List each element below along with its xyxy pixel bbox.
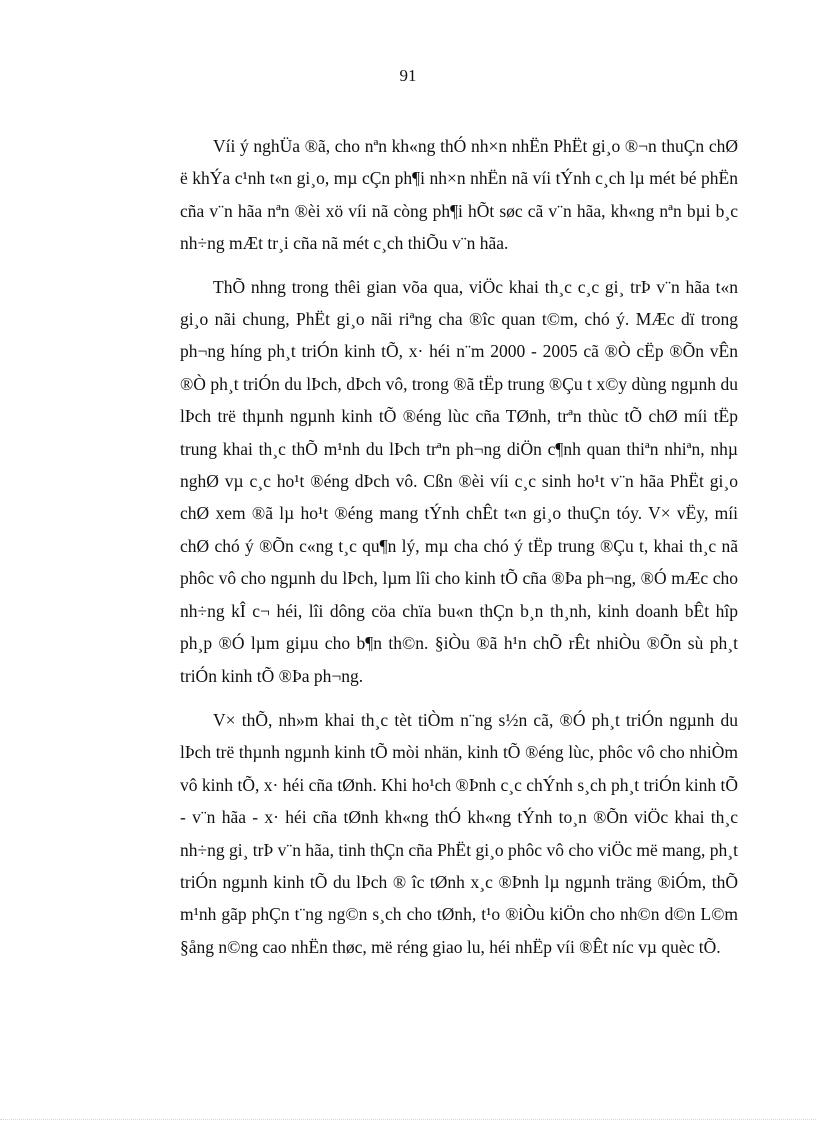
page-number: 91 xyxy=(399,66,417,85)
body-text xyxy=(180,130,738,963)
paragraph-1: Víi ý nghÜa ®ã, cho nªn kh«ng thÓ nh×n nhËn PhËt gi¸o ®¬n thuÇn chØ ë khÝa c¹nh t«n gi¸o, mµ cÇn ph¶i nh×n nhËn nã víi tÝnh c¸ch lµ mét bé phËn cña v¨n hãa nªn ®èi xö víi nã còng ph¶i hÕt søc cã v¨n hãa, kh«ng nªn bµi b¸c nh÷ng mÆt tr¸i cña nã mét c¸ch thiÕu v¨n hãa. xyxy=(180,136,738,254)
paragraph-2: ThÕ nhng trong thêi gian võa qua, viÖc khai th¸c c¸c gi¸ trÞ v¨n hãa t«n gi¸o nãi chung, PhËt gi¸o nãi riªng cha ®îc quan t©m, chó ý. MÆc dï trong ph¬ng híng ph¸t triÓn kinh tÕ, x· héi n¨m 2000 - 2005 cã ®Ò cËp ®Õn vÊn ®Ò ph¸t triÓn du lÞch, dÞch vô, trong ®ã tËp trung ®Çu t x©y dùng ngµnh du lÞch trë thµnh ngµnh kinh tÕ ®éng lùc cña TØnh, trªn thùc tÕ chØ míi tËp trung khai th¸c thÕ m¹nh du lÞch trªn ph¬ng diÖn c¶nh quan thiªn nhiªn, nhµ nghØ vµ c¸c ho¹t ®éng dÞch vô. Cßn ®èi víi c¸c sinh ho¹t v¨n hãa PhËt gi¸o chØ xem ®ã lµ ho¹t ®éng mang tÝnh chÊt t«n gi¸o thuÇn tóy. V× vËy, míi chØ chó ý ®Õn c«ng t¸c qu¶n lý, mµ cha chó ý tËp trung ®Çu t, khai th¸c nã phôc vô cho ngµnh du lÞch, lµm lîi cho kinh tÕ cña ®Þa ph¬ng, ®Ó mÆc cho nh÷ng kÎ c¬ héi, lîi dông cöa chïa bu«n thÇn b¸n th¸nh, kinh doanh bÊt hîp ph¸p ®Ó lµm giµu cho b¶n th©n. §iÒu ®ã h¹n chÕ rÊt nhiÒu ®Õn sù ph¸t triÓn kinh tÕ ®Þa ph¬ng. xyxy=(180,276,738,686)
paragraph-3: V× thÕ, nh»m khai th¸c tèt tiÒm n¨ng s½n cã, ®Ó ph¸t triÓn ngµnh du lÞch trë thµnh ngµnh kinh tÕ mòi nhän, kinh tÕ ®éng lùc, phôc vô cho nhiÒm vô kinh tÕ, x· héi cña tØnh. Khi ho¹ch ®Þnh c¸c chÝnh s¸ch ph¸t triÓn kinh tÕ - v¨n hãa - x· héi cña tØnh kh«ng thÓ kh«ng tÝnh to¸n ®Õn viÖc khai th¸c nh÷ng gi¸ trÞ v¨n hãa, tinh thÇn cña PhËt gi¸o phôc vô cho viÖc më mang, ph¸t triÓn ngµnh kinh tÕ du lÞch ® îc tØnh x¸c ®Þnh lµ ngµnh träng ®iÓm, thÕ m¹nh gãp phÇn t¨ng ng©n s¸ch cho tØnh, t¹o ®iÒu kiÖn cho nh©n d©n L©m §ång n©ng cao nhËn thøc, më réng giao lu, héi nhËp víi ®Êt níc vµ quèc tÕ. xyxy=(180,709,738,957)
bottom-divider xyxy=(0,1119,816,1120)
